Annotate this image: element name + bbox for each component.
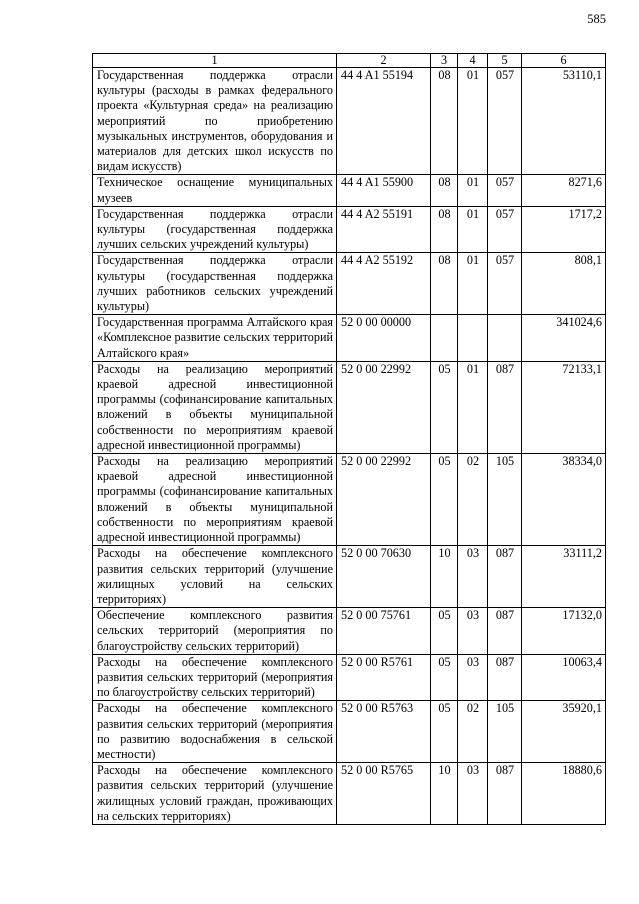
row-section-cell: 08 (431, 175, 458, 206)
column-header: 3 (431, 54, 458, 68)
row-amount-cell: 1717,2 (522, 206, 606, 253)
column-header: 5 (488, 54, 522, 68)
row-section-cell: 05 (431, 654, 458, 701)
row-code-cell: 44 4 A2 55191 (337, 206, 431, 253)
table-row (93, 654, 606, 701)
row-type-cell: 105 (488, 701, 522, 763)
row-amount-cell: 808,1 (522, 253, 606, 315)
row-amount-cell: 17132,0 (522, 608, 606, 655)
row-code-cell: 44 4 A1 55900 (337, 175, 431, 206)
row-name-cell: Государственная поддержка отрасли культуры (государственная поддержка лучших сельских учреждений культуры) (93, 206, 337, 253)
row-subsection-cell: 03 (458, 608, 488, 655)
table-row (93, 454, 606, 546)
table-row (93, 175, 606, 206)
table-row (93, 206, 606, 253)
row-type-cell (488, 315, 522, 362)
row-type-cell: 057 (488, 175, 522, 206)
column-header: 2 (337, 54, 431, 68)
table-row (93, 546, 606, 608)
row-type-cell: 087 (488, 654, 522, 701)
row-section-cell (431, 315, 458, 362)
row-amount-cell: 341024,6 (522, 315, 606, 362)
row-code-cell: 52 0 00 70630 (337, 546, 431, 608)
row-section-cell: 05 (431, 701, 458, 763)
row-code-cell: 52 0 00 00000 (337, 315, 431, 362)
row-section-cell: 05 (431, 608, 458, 655)
row-amount-cell: 53110,1 (522, 68, 606, 175)
row-type-cell: 057 (488, 206, 522, 253)
row-amount-cell: 38334,0 (522, 454, 606, 546)
row-code-cell: 52 0 00 22992 (337, 454, 431, 546)
budget-table (92, 53, 606, 825)
row-type-cell: 057 (488, 253, 522, 315)
row-subsection-cell: 01 (458, 253, 488, 315)
row-subsection-cell: 03 (458, 546, 488, 608)
row-subsection-cell: 01 (458, 361, 488, 453)
table-row (93, 253, 606, 315)
row-name-cell: Обеспечение комплексного развития сельских территорий (мероприятия по благоустройству сельских территорий) (93, 608, 337, 655)
row-subsection-cell: 03 (458, 763, 488, 825)
row-subsection-cell: 02 (458, 454, 488, 546)
row-type-cell: 087 (488, 546, 522, 608)
row-name-cell: Расходы на обеспечение комплексного развития сельских территорий (мероприятия по благоустройству сельских территорий) (93, 654, 337, 701)
row-code-cell: 52 0 00 75761 (337, 608, 431, 655)
row-name-cell: Расходы на обеспечение комплексного развития сельских территорий (улучшение жилищных условий на сельских территориях) (93, 546, 337, 608)
table-header-row (93, 54, 606, 68)
table-row (93, 315, 606, 362)
column-header: 6 (522, 54, 606, 68)
row-subsection-cell: 03 (458, 654, 488, 701)
row-name-cell: Государственная программа Алтайского края «Комплексное развитие сельских территорий Алтайского края» (93, 315, 337, 362)
row-section-cell: 10 (431, 546, 458, 608)
column-header: 1 (93, 54, 337, 68)
row-type-cell: 087 (488, 608, 522, 655)
row-type-cell: 057 (488, 68, 522, 175)
row-amount-cell: 8271,6 (522, 175, 606, 206)
row-code-cell: 52 0 00 22992 (337, 361, 431, 453)
row-section-cell: 08 (431, 68, 458, 175)
row-name-cell: Расходы на реализацию мероприятий краевой адресной инвестиционной программы (софинансирование капитальных вложений в объекты муниципальной собственности по мероприятиям краевой адресной инвестиционной программы) (93, 361, 337, 453)
table-row (93, 701, 606, 763)
row-subsection-cell: 01 (458, 68, 488, 175)
row-name-cell: Государственная поддержка отрасли культуры (государственная поддержка лучших работников сельских учреждений культуры) (93, 253, 337, 315)
page-number: 585 (587, 12, 606, 26)
row-name-cell: Расходы на обеспечение комплексного развития сельских территорий (улучшение жилищных условий граждан, проживающих на сельских территориях) (93, 763, 337, 825)
row-name-cell: Государственная поддержка отрасли культуры (расходы в рамках федерального проекта «Культурная среда» на реализацию мероприятий по приобретению музыкальных инструментов, оборудования и материалов для детских школ искусств по видам искусств) (93, 68, 337, 175)
row-name-cell: Расходы на обеспечение комплексного развития сельских территорий (мероприятия по развитию водоснабжения в сельской местности) (93, 701, 337, 763)
row-code-cell: 52 0 00 R5765 (337, 763, 431, 825)
row-section-cell: 05 (431, 454, 458, 546)
row-amount-cell: 33111,2 (522, 546, 606, 608)
row-code-cell: 52 0 00 R5763 (337, 701, 431, 763)
row-subsection-cell: 02 (458, 701, 488, 763)
row-code-cell: 44 4 A2 55192 (337, 253, 431, 315)
row-section-cell: 05 (431, 361, 458, 453)
row-amount-cell: 35920,1 (522, 701, 606, 763)
row-code-cell: 44 4 A1 55194 (337, 68, 431, 175)
row-name-cell: Техническое оснащение муниципальных музеев (93, 175, 337, 206)
row-subsection-cell: 01 (458, 175, 488, 206)
column-header: 4 (458, 54, 488, 68)
row-type-cell: 087 (488, 361, 522, 453)
row-type-cell: 105 (488, 454, 522, 546)
row-subsection-cell: 01 (458, 206, 488, 253)
table-row (93, 68, 606, 175)
row-code-cell: 52 0 00 R5761 (337, 654, 431, 701)
row-type-cell: 087 (488, 763, 522, 825)
row-section-cell: 08 (431, 206, 458, 253)
row-amount-cell: 72133,1 (522, 361, 606, 453)
row-name-cell: Расходы на реализацию мероприятий краевой адресной инвестиционной программы (софинансирование капитальных вложений в объекты муниципальной собственности по мероприятиям краевой адресной инвестиционной программы) (93, 454, 337, 546)
table-row (93, 608, 606, 655)
table-row (93, 361, 606, 453)
row-subsection-cell (458, 315, 488, 362)
table-row (93, 763, 606, 825)
row-amount-cell: 10063,4 (522, 654, 606, 701)
row-section-cell: 10 (431, 763, 458, 825)
row-amount-cell: 18880,6 (522, 763, 606, 825)
row-section-cell: 08 (431, 253, 458, 315)
